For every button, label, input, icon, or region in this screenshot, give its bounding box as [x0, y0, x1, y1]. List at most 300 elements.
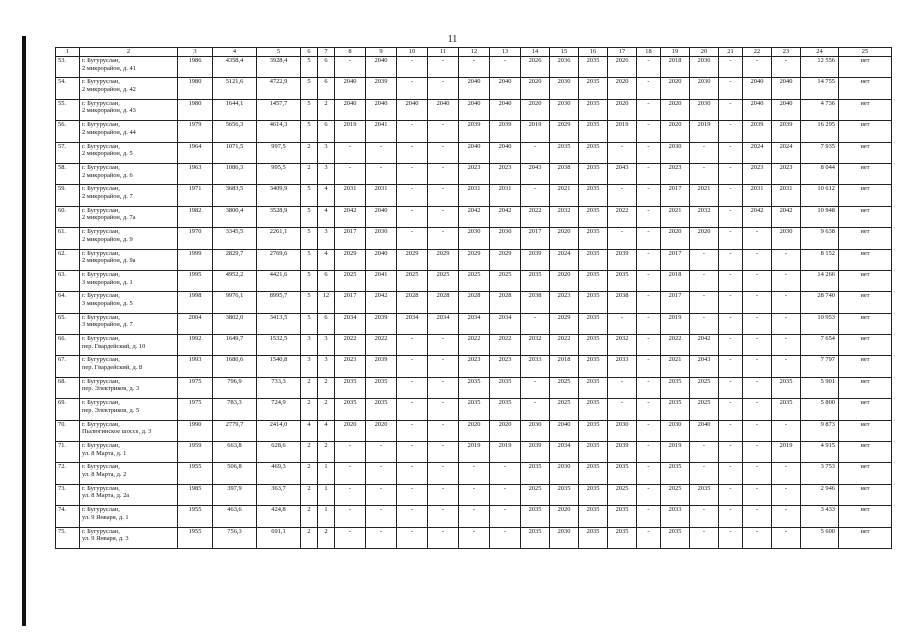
column-number: 8: [335, 48, 366, 57]
table-cell: 2039: [490, 121, 521, 142]
column-number: 19: [661, 48, 690, 57]
table-cell: -: [743, 335, 772, 356]
table-cell: -: [690, 292, 719, 313]
table-cell: -: [428, 185, 459, 206]
address-cell: [80, 185, 178, 206]
table-cell: 2034: [550, 442, 579, 463]
address-cell: [80, 292, 178, 313]
address-line: 2 микрорайон, д. 9а: [82, 257, 136, 265]
table-cell: 2: [301, 484, 318, 505]
address-line: г. Бугуруслан,: [82, 356, 120, 364]
table-cell: 2035: [579, 142, 608, 163]
address-cell: [80, 57, 178, 78]
table-cell: 2043: [521, 163, 550, 184]
table-row: [56, 57, 892, 78]
table-cell: 2017: [335, 228, 366, 249]
table-cell: 2040: [772, 99, 801, 120]
table-cell: 1980: [178, 78, 213, 99]
table-cell: -: [772, 249, 801, 270]
row-number: 73.: [56, 484, 80, 505]
table-cell: 1970: [178, 228, 213, 249]
table-cell: -: [397, 484, 428, 505]
table-cell: 2035: [579, 249, 608, 270]
table-cell: -: [490, 527, 521, 548]
table-cell: 9 638: [801, 228, 839, 249]
table-cell: 8 044: [801, 163, 839, 184]
table-cell: 3: [318, 356, 335, 377]
table-cell: 1964: [178, 142, 213, 163]
table-cell: 1071,5: [213, 142, 257, 163]
table-cell: 2040: [366, 99, 397, 120]
table-cell: -: [397, 506, 428, 527]
table-cell: 2035: [579, 228, 608, 249]
table-cell: 2030: [772, 228, 801, 249]
column-number: 10: [397, 48, 428, 57]
address-cell: [80, 335, 178, 356]
address-line: ул. 8 Марта, д. 1: [82, 449, 127, 457]
table-cell: -: [772, 463, 801, 484]
table-cell: 3683,5: [213, 185, 257, 206]
table-cell: 2035: [661, 377, 690, 398]
table-cell: 2038: [550, 163, 579, 184]
address-line: г. Бугуруслан,: [82, 527, 120, 535]
column-number: 17: [608, 48, 637, 57]
housing-table: [55, 47, 892, 549]
table-cell: -: [690, 142, 719, 163]
table-cell: 4421,6: [257, 270, 301, 291]
table-cell: нет: [839, 527, 892, 548]
column-number: 4: [213, 48, 257, 57]
table-cell: -: [397, 399, 428, 420]
table-cell: 2033: [521, 356, 550, 377]
table-cell: 2035: [550, 484, 579, 505]
address-line: г. Бугуруслан,: [82, 57, 120, 64]
table-cell: 506,8: [213, 463, 257, 484]
address-cell: [80, 270, 178, 291]
table-cell: 2040: [335, 78, 366, 99]
table-cell: -: [743, 356, 772, 377]
table-cell: -: [743, 506, 772, 527]
table-cell: -: [335, 463, 366, 484]
table-cell: 2035: [459, 377, 490, 398]
table-cell: нет: [839, 463, 892, 484]
table-cell: 2019: [690, 121, 719, 142]
table-cell: -: [366, 163, 397, 184]
table-cell: 2022: [366, 335, 397, 356]
table-cell: -: [637, 420, 661, 441]
table-cell: -: [490, 506, 521, 527]
table-cell: 2030: [690, 99, 719, 120]
table-cell: -: [719, 99, 743, 120]
table-cell: -: [772, 270, 801, 291]
table-cell: 2043: [608, 163, 637, 184]
column-number: 18: [637, 48, 661, 57]
table-cell: 2261,1: [257, 228, 301, 249]
address-line: г. Бугуруслан,: [82, 313, 120, 321]
table-cell: 2025: [459, 270, 490, 291]
row-number: 61.: [56, 228, 80, 249]
table-cell: 2028: [459, 292, 490, 313]
table-cell: 2039: [366, 313, 397, 334]
table-header-row: [56, 48, 892, 57]
table-cell: 5: [301, 249, 318, 270]
table-cell: 2035: [579, 292, 608, 313]
table-cell: -: [366, 142, 397, 163]
table-cell: 2035: [579, 463, 608, 484]
address-line: г. Бугуруслан,: [82, 249, 120, 257]
table-cell: 2023: [772, 163, 801, 184]
table-cell: -: [428, 142, 459, 163]
address-line: г. Бугуруслан,: [82, 292, 120, 300]
row-number: 72.: [56, 463, 80, 484]
table-cell: 5: [301, 99, 318, 120]
address-cell: [80, 506, 178, 527]
table-cell: 4722,9: [257, 78, 301, 99]
address-line: 2 микрорайон, д. 5: [82, 150, 133, 158]
address-line: г. Бугуруслан,: [82, 206, 120, 214]
table-cell: -: [637, 335, 661, 356]
table-cell: 9 873: [801, 420, 839, 441]
table-cell: 2035: [772, 377, 801, 398]
table-cell: 2025: [690, 399, 719, 420]
table-cell: 2021: [661, 206, 690, 227]
table-cell: 2032: [690, 206, 719, 227]
row-number: 68.: [56, 377, 80, 398]
table-cell: 2035: [521, 463, 550, 484]
table-cell: 4: [318, 249, 335, 270]
table-cell: -: [397, 163, 428, 184]
table-cell: -: [521, 185, 550, 206]
page-number: 11: [447, 34, 458, 45]
table-cell: -: [690, 313, 719, 334]
row-number: 75.: [56, 527, 80, 548]
table-cell: 2020: [550, 270, 579, 291]
table-cell: 2039: [608, 249, 637, 270]
address-line: г. Бугуруслан,: [82, 335, 120, 343]
table-cell: -: [690, 463, 719, 484]
table-cell: 2042: [690, 335, 719, 356]
table-cell: -: [428, 57, 459, 78]
address-line: Пылюгинское шоссе, д. 3: [82, 428, 152, 436]
table-cell: 5 901: [801, 377, 839, 398]
table-cell: 2026: [608, 57, 637, 78]
address-cell: [80, 99, 178, 120]
table-cell: 2025: [608, 484, 637, 505]
table-cell: нет: [839, 121, 892, 142]
table-row: [56, 399, 892, 420]
table-cell: -: [772, 356, 801, 377]
table-cell: 2040: [397, 99, 428, 120]
address-line: пер. Электриков, д. 3: [82, 385, 140, 393]
table-row: [56, 463, 892, 484]
table-cell: нет: [839, 163, 892, 184]
table-cell: 2018: [550, 356, 579, 377]
table-cell: нет: [839, 78, 892, 99]
address-cell: [80, 527, 178, 548]
table-cell: -: [743, 228, 772, 249]
table-cell: 1955: [178, 527, 213, 548]
table-cell: 3802,0: [213, 313, 257, 334]
table-cell: 2035: [608, 506, 637, 527]
table-cell: -: [428, 506, 459, 527]
table-cell: 1: [318, 484, 335, 505]
table-cell: 2020: [661, 228, 690, 249]
table-cell: 2030: [366, 228, 397, 249]
table-cell: 4614,3: [257, 121, 301, 142]
table-cell: нет: [839, 249, 892, 270]
address-cell: [80, 442, 178, 463]
table-cell: нет: [839, 399, 892, 420]
table-cell: 397,9: [213, 484, 257, 505]
table-cell: -: [719, 163, 743, 184]
table-cell: -: [637, 484, 661, 505]
address-line: г. Бугуруслан,: [82, 399, 120, 407]
table-cell: -: [428, 420, 459, 441]
table-cell: -: [366, 463, 397, 484]
table-cell: 2031: [366, 185, 397, 206]
address-cell: [80, 420, 178, 441]
table-cell: 2025: [550, 399, 579, 420]
table-cell: нет: [839, 335, 892, 356]
table-cell: 2035: [608, 463, 637, 484]
table-row: [56, 484, 892, 505]
table-cell: 3413,5: [257, 313, 301, 334]
table-cell: -: [719, 442, 743, 463]
row-number: 71.: [56, 442, 80, 463]
table-cell: 2035: [608, 270, 637, 291]
table-cell: 2030: [550, 99, 579, 120]
address-cell: [80, 121, 178, 142]
table-cell: 2022: [459, 335, 490, 356]
table-cell: 2025: [521, 484, 550, 505]
table-cell: 2020: [608, 99, 637, 120]
table-cell: 2030: [550, 527, 579, 548]
table-cell: -: [608, 377, 637, 398]
column-number: 11: [428, 48, 459, 57]
table-cell: 783,3: [213, 399, 257, 420]
table-cell: 2017: [661, 249, 690, 270]
table-cell: 5: [301, 78, 318, 99]
table-row: [56, 377, 892, 398]
table-cell: 2041: [366, 270, 397, 291]
table-cell: 7 935: [801, 142, 839, 163]
table-cell: 2035: [608, 527, 637, 548]
table-cell: 5: [301, 313, 318, 334]
address-line: пер. Гвардейский, д. 8: [82, 364, 143, 372]
table-cell: 2035: [459, 399, 490, 420]
table-cell: нет: [839, 377, 892, 398]
table-cell: 2034: [428, 313, 459, 334]
table-cell: -: [637, 506, 661, 527]
table-cell: 4: [318, 420, 335, 441]
table-cell: -: [428, 163, 459, 184]
table-cell: -: [719, 78, 743, 99]
address-line: 2 микрорайон, д. 43: [82, 107, 136, 115]
table-cell: 691,1: [257, 527, 301, 548]
table-cell: -: [335, 442, 366, 463]
table-cell: 6: [318, 270, 335, 291]
address-line: 3 микрорайон, д. 1: [82, 278, 133, 286]
table-cell: 5: [301, 270, 318, 291]
table-cell: 3: [318, 142, 335, 163]
table-cell: -: [428, 527, 459, 548]
table-cell: 5 600: [801, 527, 839, 548]
table-cell: 2039: [608, 442, 637, 463]
table-cell: -: [690, 163, 719, 184]
table-cell: 2036: [550, 57, 579, 78]
table-cell: 724,9: [257, 399, 301, 420]
table-cell: -: [397, 420, 428, 441]
table-cell: -: [690, 270, 719, 291]
table-cell: 2035: [579, 335, 608, 356]
table-cell: 2020: [690, 228, 719, 249]
table-cell: 2 946: [801, 484, 839, 505]
address-line: 3 микрорайон, д. 5: [82, 299, 133, 307]
address-line: г. Бугуруслан,: [82, 506, 120, 514]
table-cell: 2035: [490, 399, 521, 420]
address-cell: [80, 463, 178, 484]
table-cell: -: [397, 335, 428, 356]
table-cell: 1980: [178, 99, 213, 120]
table-cell: 2032: [608, 335, 637, 356]
table-cell: -: [637, 463, 661, 484]
table-cell: 2042: [335, 206, 366, 227]
table-row: [56, 121, 892, 142]
table-cell: 28 740: [801, 292, 839, 313]
table-cell: -: [428, 377, 459, 398]
table-cell: 2: [301, 463, 318, 484]
table-cell: 2: [318, 377, 335, 398]
table-row: [56, 99, 892, 120]
address-line: г. Бугуруслан,: [82, 78, 120, 86]
address-line: г. Бугуруслан,: [82, 185, 120, 193]
table-cell: 12: [318, 292, 335, 313]
table-cell: 2040: [366, 249, 397, 270]
row-number: 53.: [56, 57, 80, 78]
table-cell: 2035: [521, 270, 550, 291]
table-cell: 4 915: [801, 442, 839, 463]
address-cell: [80, 249, 178, 270]
table-cell: -: [772, 484, 801, 505]
table-cell: -: [637, 206, 661, 227]
table-cell: -: [743, 527, 772, 548]
table-cell: 14 266: [801, 270, 839, 291]
table-cell: 1999: [178, 249, 213, 270]
table-cell: 4: [318, 185, 335, 206]
table-cell: -: [719, 142, 743, 163]
table-cell: 6: [318, 121, 335, 142]
table-cell: 1975: [178, 399, 213, 420]
table-cell: 5121,6: [213, 78, 257, 99]
table-cell: 2: [301, 506, 318, 527]
table-cell: 3: [318, 163, 335, 184]
table-cell: 2040: [490, 78, 521, 99]
table-cell: -: [335, 506, 366, 527]
table-cell: нет: [839, 442, 892, 463]
address-line: 2 микрорайон, д. 7а: [82, 214, 136, 222]
table-cell: 2039: [459, 121, 490, 142]
column-number: 20: [690, 48, 719, 57]
address-cell: [80, 78, 178, 99]
address-line: 2 микрорайон, д. 44: [82, 128, 136, 136]
table-cell: -: [637, 527, 661, 548]
table-cell: -: [397, 121, 428, 142]
row-number: 63.: [56, 270, 80, 291]
table-cell: 2025: [550, 377, 579, 398]
page-margin-bar: [22, 36, 26, 626]
table-cell: 2035: [579, 506, 608, 527]
table-cell: 2020: [366, 420, 397, 441]
table-cell: 2030: [459, 228, 490, 249]
column-number: 5: [257, 48, 301, 57]
table-cell: 796,9: [213, 377, 257, 398]
table-cell: 756,3: [213, 527, 257, 548]
table-row: [56, 442, 892, 463]
table-cell: 2035: [335, 377, 366, 398]
table-cell: -: [772, 313, 801, 334]
table-cell: 2030: [521, 420, 550, 441]
table-cell: -: [366, 506, 397, 527]
table-cell: нет: [839, 292, 892, 313]
table-cell: 2038: [608, 292, 637, 313]
column-number: 15: [550, 48, 579, 57]
table-cell: 2030: [608, 420, 637, 441]
table-cell: -: [428, 121, 459, 142]
table-cell: -: [428, 399, 459, 420]
table-cell: -: [719, 313, 743, 334]
table-cell: -: [428, 484, 459, 505]
table-cell: -: [719, 484, 743, 505]
table-cell: -: [690, 527, 719, 548]
table-cell: 2029: [459, 249, 490, 270]
table-cell: -: [637, 270, 661, 291]
table-cell: 2026: [521, 57, 550, 78]
table-cell: 2018: [661, 57, 690, 78]
table-cell: 2040: [366, 206, 397, 227]
address-cell: [80, 228, 178, 249]
table-cell: -: [772, 420, 801, 441]
table-cell: 5656,3: [213, 121, 257, 142]
table-cell: -: [637, 249, 661, 270]
table-row: [56, 527, 892, 548]
table-cell: -: [743, 292, 772, 313]
table-cell: 2031: [743, 185, 772, 206]
table-row: [56, 356, 892, 377]
table-row: [56, 228, 892, 249]
row-number: 56.: [56, 121, 80, 142]
address-line: г. Бугуруслан,: [82, 270, 120, 278]
table-cell: -: [719, 185, 743, 206]
table-cell: -: [637, 99, 661, 120]
table-cell: 2030: [690, 78, 719, 99]
row-number: 66.: [56, 335, 80, 356]
table-cell: 2034: [335, 313, 366, 334]
table-cell: 10 948: [801, 206, 839, 227]
row-number: 58.: [56, 163, 80, 184]
table-cell: 3: [301, 356, 318, 377]
table-cell: 2023: [661, 163, 690, 184]
table-cell: -: [637, 292, 661, 313]
table-cell: 2017: [335, 292, 366, 313]
table-cell: 4952,2: [213, 270, 257, 291]
table-cell: 2030: [550, 463, 579, 484]
table-cell: 2: [301, 163, 318, 184]
table-cell: 5: [301, 206, 318, 227]
table-cell: 2018: [661, 270, 690, 291]
table-cell: 2035: [579, 399, 608, 420]
table-cell: 3928,4: [257, 57, 301, 78]
table-cell: 2038: [521, 292, 550, 313]
